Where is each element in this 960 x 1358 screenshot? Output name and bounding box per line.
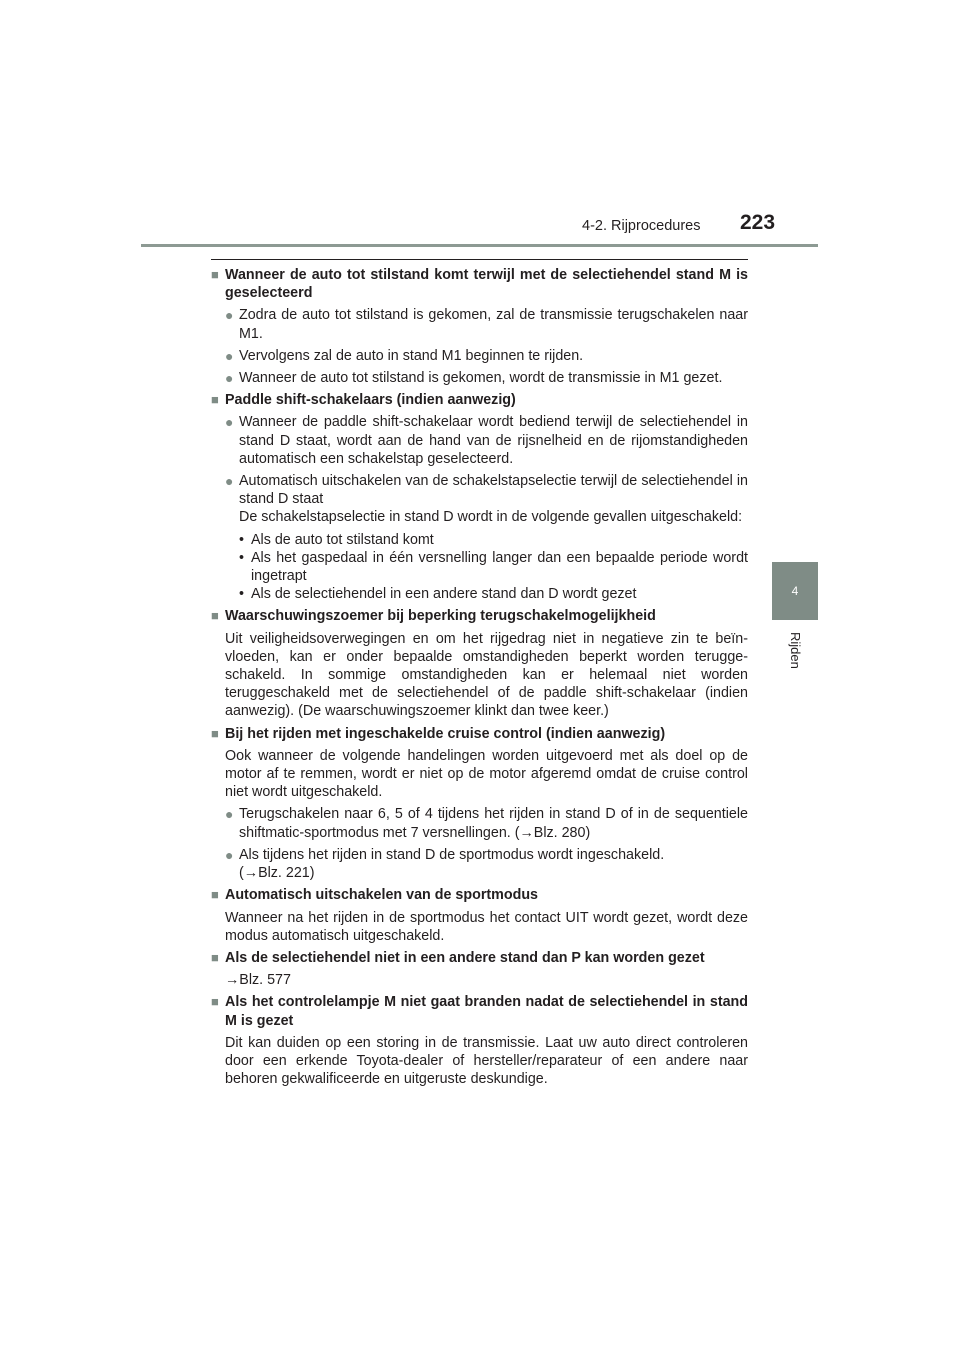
square-bullet-icon: ■ [211, 994, 219, 1010]
bullet-text: Wanneer de auto tot stilstand is gekomen, wordt de transmissie in M1 gezet. [239, 370, 723, 387]
section-heading-text: Als het controlelampje M niet gaat branden nadat de selectiehendel in stand M is gezet [225, 994, 748, 1029]
reference-paragraph [211, 971, 748, 989]
bullet-text: Zodra de auto tot stilstand is gekomen, zal de transmissie terugschakelen naar M1. [239, 307, 748, 342]
section-heading-text: Als de selectiehendel niet in een andere stand dan P kan worden gezet [225, 949, 705, 966]
paragraph: Dit kan duiden op een storing in de transmissie. Laat uw auto direct controleren door een erkende Toyota-dealer of hersteller/reparateur of een andere naar behoren gekwalificeerde en uitgeruste deskundige. [225, 1034, 748, 1088]
arrow-icon: → [225, 972, 240, 989]
bullet-item [211, 413, 748, 468]
square-bullet-icon: ■ [211, 725, 219, 741]
chapter-label: Rijden [788, 632, 803, 669]
bullet-item [211, 805, 748, 841]
square-bullet-icon: ■ [211, 392, 219, 408]
paragraph: Wanneer na het rijden in de sportmodus het contact UIT wordt gezet, wordt deze modus automatisch uitgeschakeld. [225, 909, 748, 944]
content-top-rule [211, 259, 748, 260]
reference-line [239, 864, 748, 882]
bullet-text: De schakelstapselectie in stand D wordt in de volgende gevallen uitgeschakeld: [239, 509, 743, 526]
chapter-tab [772, 562, 818, 620]
arrow-icon: → [519, 824, 534, 841]
circle-bullet-icon: ● [225, 414, 234, 431]
section-heading [211, 993, 748, 1029]
bracket: ) [585, 824, 591, 841]
sub-list-item [211, 531, 748, 549]
circle-bullet-icon: ● [225, 473, 234, 490]
bullet-item [211, 369, 748, 387]
bracket: ) [309, 865, 315, 882]
bullet-item [211, 846, 748, 882]
section-heading [211, 949, 748, 967]
circle-bullet-icon: ● [225, 806, 234, 823]
square-bullet-icon: ■ [211, 608, 219, 624]
bracket: ( [239, 865, 244, 882]
section-heading [211, 391, 748, 409]
bullet-text: Terugschakelen naar 6, 5 of 4 tijdens het rijden in stand D of in de sequentiele shiftmatic-sportmodus met 7 versnellingen. ( [239, 806, 748, 841]
bullet-text-block [239, 846, 748, 882]
bullet-text: Als tijdens het rijden in stand D de sportmodus wordt ingeschakeld. [239, 846, 665, 863]
sub-list-text: Als de selectiehendel in een andere stand dan D wordt gezet [251, 586, 637, 603]
bullet-text: Automatisch uitschakelen van de schakelstapselectie terwijl de selectiehendel in stand D staat [239, 473, 748, 508]
paragraph: Ook wanneer de volgende handelingen worden uitgevoerd met als doel op de motor af te remmen, wordt er niet op de motor afgeremd omdat de cruise control niet wordt uitgeschakeld. [225, 747, 748, 801]
page-reference-link[interactable]: Blz. 280 [533, 824, 586, 841]
circle-bullet-icon: ● [225, 846, 234, 863]
section-heading-text: Wanneer de auto tot stilstand komt terwijl met de selectiehendel stand M is geselecteerd [225, 267, 748, 302]
section-heading-text: Bij het rijden met ingeschakelde cruise control (indien aanwezig) [225, 725, 666, 742]
arrow-icon: → [243, 865, 259, 882]
header-rule [141, 244, 818, 247]
square-bullet-icon: ■ [211, 949, 219, 965]
bullet-item [211, 347, 748, 365]
paragraph: Uit veiligheidsoverwegingen en om het rijgedrag niet in negatieve zin te beïnvloeden, kan er onder bepaalde omstandigheden beperkt worden teruggeschakeld. In sommige omstandigheden kan er helemaal niet worden teruggeschakeld met de selectiehendel of de paddle shift-schakelaar (indien aanwezig). (De waarschuwingszoemer klinkt dan twee keer.) [225, 630, 748, 720]
section-heading [211, 607, 748, 625]
section-heading [211, 886, 748, 904]
circle-bullet-icon: ● [225, 370, 234, 387]
dash-bullet-icon: • [239, 531, 245, 548]
section-heading-text: Waarschuwingszoemer bij beperking terugschakelmogelijkheid [225, 608, 656, 625]
dash-bullet-icon: • [239, 549, 245, 566]
sub-list-text: Als de auto tot stilstand komt [251, 531, 434, 548]
sub-list-item [211, 585, 748, 603]
square-bullet-icon: ■ [211, 267, 219, 282]
sub-list [211, 531, 748, 604]
sub-list-text: Als het gaspedaal in één versnelling langer dan een bepaalde periode wordt ingetrapt [251, 549, 748, 585]
square-bullet-icon: ■ [211, 887, 219, 903]
bullet-text: Vervolgens zal de auto in stand M1 beginnen te rijden. [239, 347, 584, 364]
section-heading [211, 725, 748, 743]
running-header-section: 4-2. Rijprocedures [582, 218, 701, 234]
bullet-text-block [239, 805, 748, 841]
page-number: 223 [740, 211, 776, 234]
circle-bullet-icon: ● [225, 347, 234, 364]
bullet-text: Wanneer de paddle shift-schakelaar wordt bediend terwijl de selectiehendel in stand D staat, wordt aan de hand van de rijsnelheid en de rijomstandigheden automatisch een schakelstap geselecteerd. [239, 414, 748, 467]
chapter-number: 4 [791, 584, 799, 598]
page-reference-link[interactable]: Blz. 221 [258, 865, 310, 882]
dash-bullet-icon: • [239, 586, 245, 603]
bullet-item [211, 472, 748, 527]
bullet-item [211, 306, 748, 342]
circle-bullet-icon: ● [225, 307, 234, 324]
page-content [211, 266, 748, 1092]
section-heading-text: Paddle shift-schakelaars (indien aanwezig) [225, 392, 516, 409]
bullet-text-block [239, 472, 748, 527]
page-reference-link[interactable]: Blz. 577 [239, 972, 291, 989]
sub-list-item [211, 549, 748, 585]
section-heading [211, 266, 748, 302]
section-heading-text: Automatisch uitschakelen van de sportmodus [225, 887, 539, 904]
